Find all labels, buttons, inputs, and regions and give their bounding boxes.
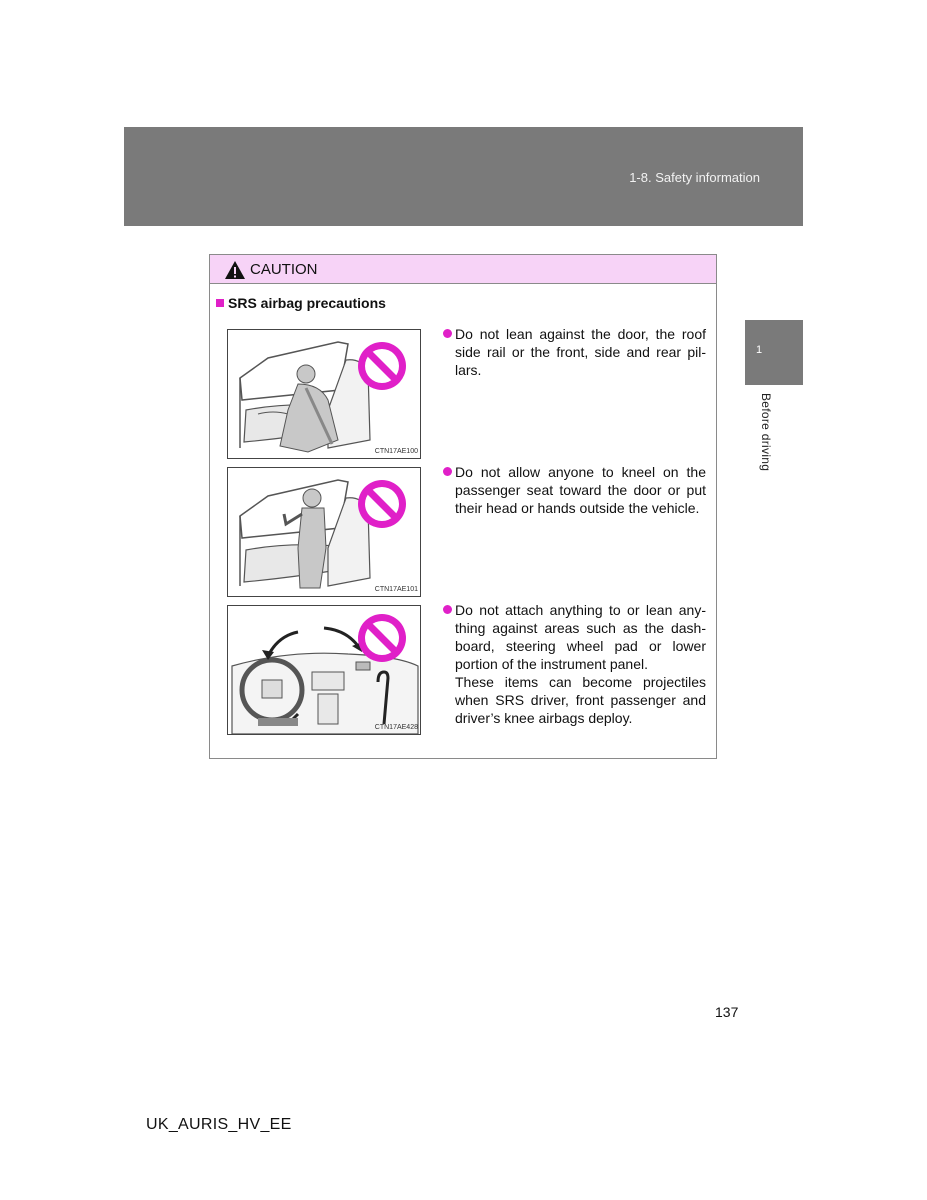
round-bullet-icon bbox=[443, 605, 452, 614]
figure-code: CTN17AE100 bbox=[374, 448, 418, 455]
figure-lean-door bbox=[227, 329, 421, 459]
caution-item-text-continued: These items can become projectiles when SRS driver, front passenger and driver’s knee airbags deploy. bbox=[455, 674, 706, 726]
round-bullet-icon bbox=[443, 329, 452, 338]
caution-title: CAUTION bbox=[250, 261, 318, 278]
illustration-lean-door bbox=[228, 330, 420, 458]
figure-code: CTN17AE101 bbox=[374, 586, 418, 593]
page-number: 137 bbox=[715, 1004, 739, 1020]
caution-item-text: Do not allow anyone to kneel on the passenger seat toward the door or put their head or hands outside the vehicle. bbox=[455, 464, 706, 516]
section-title: 1-8. Safety information bbox=[629, 170, 760, 185]
caution-item bbox=[443, 601, 706, 727]
figure-kneel-seat bbox=[227, 467, 421, 597]
subheading-text: SRS airbag precautions bbox=[228, 295, 386, 311]
caution-box bbox=[209, 254, 717, 759]
figure-code: CTN17AE428 bbox=[374, 724, 418, 731]
caution-item-text: Do not lean against the door, the roof side rail or the front, side and rear pil-lars. bbox=[455, 326, 706, 378]
caution-item bbox=[443, 463, 706, 517]
figure-dashboard bbox=[227, 605, 421, 735]
caution-item bbox=[443, 325, 706, 379]
chapter-tab[interactable] bbox=[745, 320, 803, 385]
document-code: UK_AURIS_HV_EE bbox=[146, 1116, 292, 1133]
square-bullet-icon bbox=[216, 299, 224, 307]
chapter-number: 1 bbox=[756, 344, 763, 356]
illustration-dashboard bbox=[228, 606, 420, 734]
subheading bbox=[216, 295, 386, 311]
chapter-label: Before driving bbox=[759, 393, 773, 472]
caution-header bbox=[210, 255, 716, 284]
warning-triangle-icon bbox=[224, 260, 246, 280]
round-bullet-icon bbox=[443, 467, 452, 476]
header-band bbox=[124, 127, 803, 226]
illustration-kneel-seat bbox=[228, 468, 420, 596]
caution-item-text: Do not attach anything to or lean any-thing against areas such as the dash-board, steering wheel pad or lower portion of the instrument panel. bbox=[455, 602, 706, 672]
